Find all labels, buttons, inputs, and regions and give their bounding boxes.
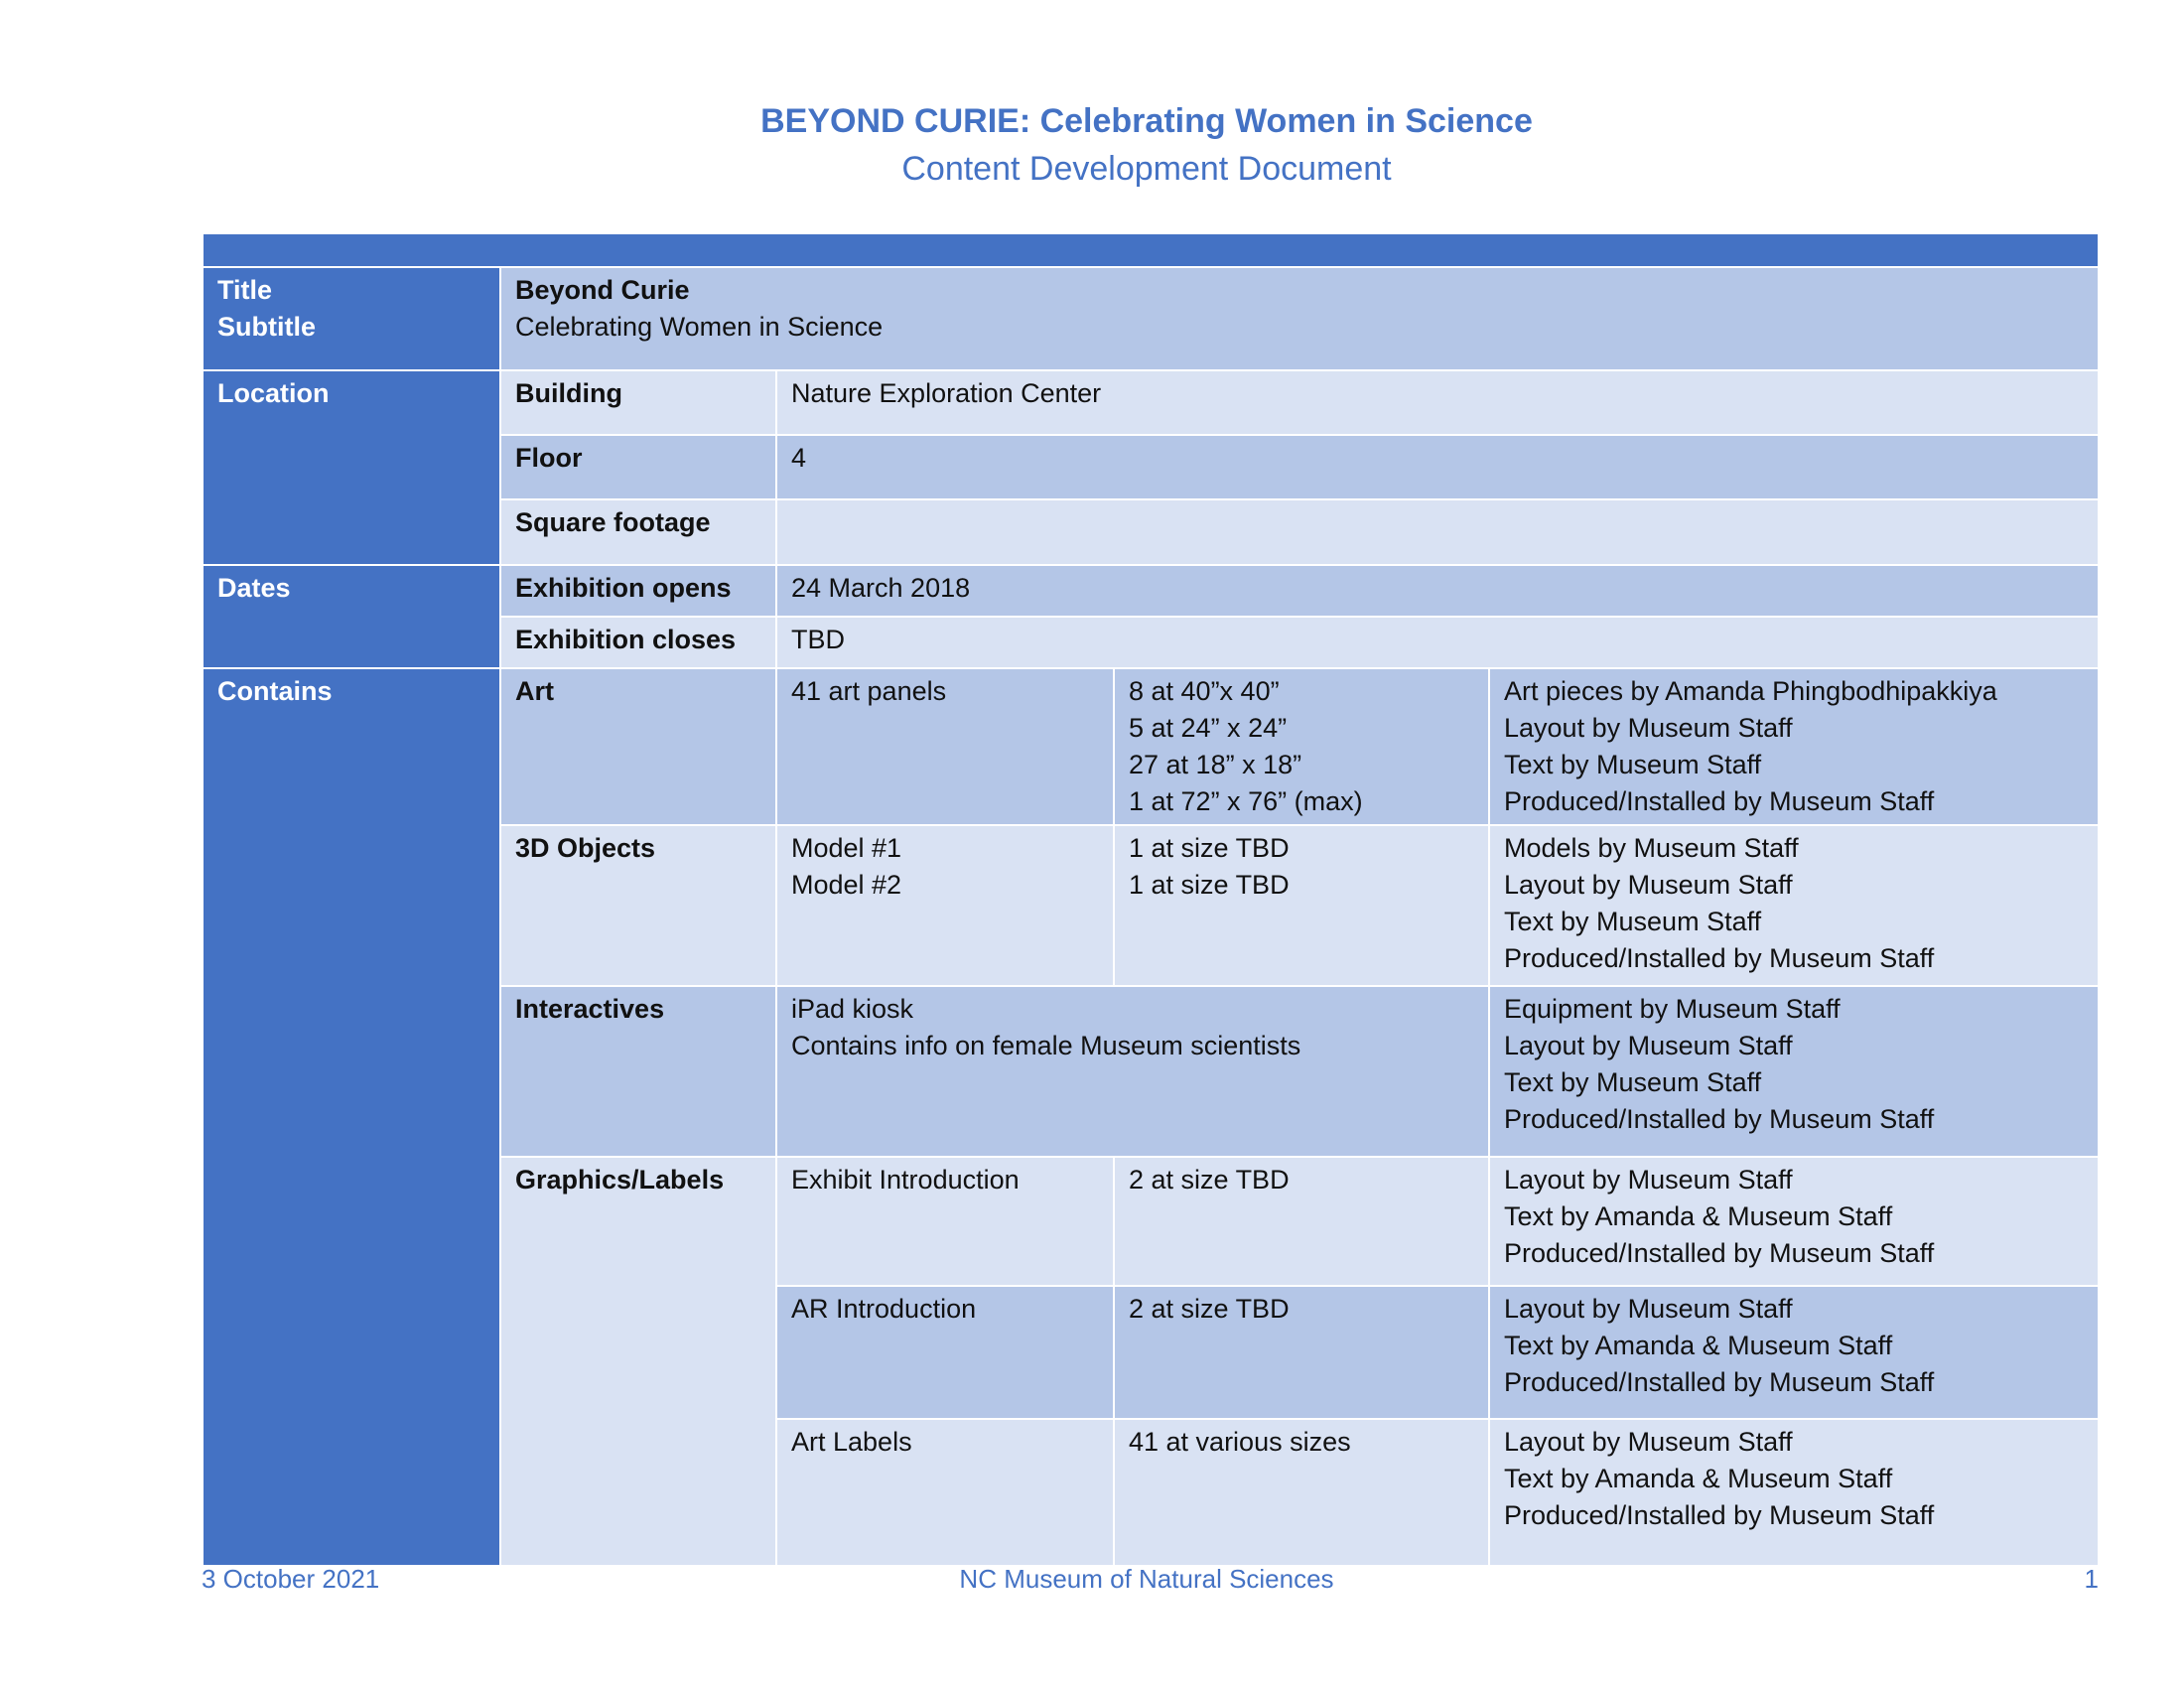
- table-row: [203, 565, 2099, 617]
- art-sizes: 8 at 40”x 40” 5 at 24” x 24” 27 at 18” x 18” 1 at 72” x 76” (max): [1114, 668, 1489, 825]
- document-title: BEYOND CURIE: Celebrating Women in Science: [760, 102, 1533, 140]
- section-location: Location: [203, 370, 500, 565]
- table-header-bar: [203, 234, 2099, 267]
- graphics-item: Art Labels: [776, 1419, 1114, 1566]
- objects3d-label: 3D Objects: [500, 825, 776, 986]
- table-row: [203, 370, 2099, 435]
- section-contains: Contains: [203, 668, 500, 1566]
- graphics-item: Exhibit Introduction: [776, 1157, 1114, 1286]
- closes-value: TBD: [776, 617, 2099, 668]
- interactives-label: Interactives: [500, 986, 776, 1157]
- graphics-sizes: 2 at size TBD: [1114, 1286, 1489, 1419]
- footer-organization: NC Museum of Natural Sciences: [959, 1564, 1334, 1594]
- graphics-sizes: 2 at size TBD: [1114, 1157, 1489, 1286]
- objects3d-items: Model #1 Model #2: [776, 825, 1114, 986]
- objects3d-sizes: 1 at size TBD 1 at size TBD: [1114, 825, 1489, 986]
- closes-label: Exhibition closes: [500, 617, 776, 668]
- building-value: Nature Exploration Center: [776, 370, 2099, 435]
- graphics-label: Graphics/Labels: [500, 1157, 776, 1566]
- graphics-credits: Layout by Museum Staff Text by Amanda & Museum Staff Produced/Installed by Museum Staff: [1489, 1157, 2099, 1286]
- building-label: Building: [500, 370, 776, 435]
- graphics-credits: Layout by Museum Staff Text by Amanda & Museum Staff Produced/Installed by Museum Staff: [1489, 1419, 2099, 1566]
- sqft-value: [776, 499, 2099, 565]
- opens-value: 24 March 2018: [776, 565, 2099, 617]
- footer-date: 3 October 2021: [202, 1564, 380, 1594]
- art-credits: Art pieces by Amanda Phingbodhipakkiya Layout by Museum Staff Text by Museum Staff Produced/Installed by Museum Staff: [1489, 668, 2099, 825]
- sqft-label: Square footage: [500, 499, 776, 565]
- document-subtitle: Content Development Document: [901, 150, 1392, 188]
- exhibit-subtitle: Celebrating Women in Science: [515, 312, 884, 342]
- graphics-sizes: 41 at various sizes: [1114, 1419, 1489, 1566]
- art-item: 41 art panels: [776, 668, 1114, 825]
- graphics-credits: Layout by Museum Staff Text by Amanda & Museum Staff Produced/Installed by Museum Staff: [1489, 1286, 2099, 1419]
- content-table: [202, 234, 2100, 1567]
- graphics-item: AR Introduction: [776, 1286, 1114, 1419]
- floor-label: Floor: [500, 435, 776, 499]
- interactives-credits: Equipment by Museum Staff Layout by Museum Staff Text by Museum Staff Produced/Installed by Museum Staff: [1489, 986, 2099, 1157]
- interactives-items: iPad kiosk Contains info on female Museum scientists: [776, 986, 1489, 1157]
- table-row: [203, 668, 2099, 825]
- floor-value: 4: [776, 435, 2099, 499]
- page-header: [0, 97, 2184, 193]
- footer-page-number: 1: [2084, 1564, 2099, 1594]
- section-dates: Dates: [203, 565, 500, 668]
- art-label: Art: [500, 668, 776, 825]
- exhibit-title: Beyond Curie: [515, 275, 690, 305]
- objects3d-credits: Models by Museum Staff Layout by Museum Staff Text by Museum Staff Produced/Installed by Museum Staff: [1489, 825, 2099, 986]
- table-row: [203, 267, 2099, 370]
- section-title-subtitle: Title Subtitle: [203, 267, 500, 370]
- opens-label: Exhibition opens: [500, 565, 776, 617]
- title-value: [500, 267, 2099, 370]
